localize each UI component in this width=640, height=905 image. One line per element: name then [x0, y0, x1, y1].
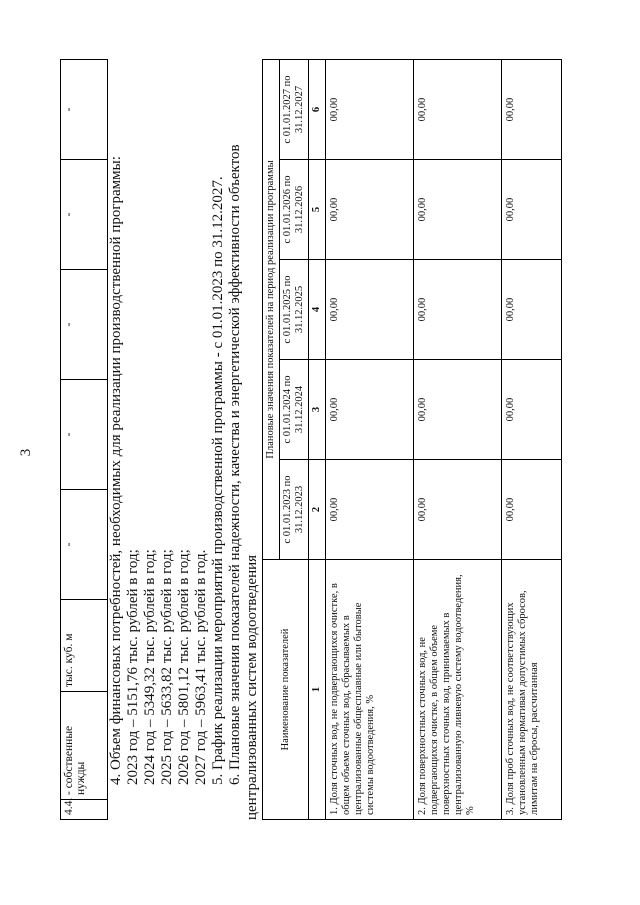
finance-line: 2023 год – 5151,76 тыс. рублей в год; [125, 549, 141, 785]
value-cell: - [61, 270, 108, 380]
column-index: 6 [309, 60, 326, 160]
period-column-header: с 01.01.2026 по 31.12.2026 [280, 160, 309, 260]
finance-line: 2027 год – 5963,41 тыс. рублей в год. [193, 549, 209, 785]
section6-heading-cont: централизованных систем водоотведения [244, 554, 260, 820]
indicator-value: 00,00 [502, 360, 562, 460]
indicator-value: 00,00 [414, 260, 502, 360]
indicator-name: 3. Доля проб сточных вод, не соответствующих установленным нормативам допустимых сбросов, лимитам на сбросы, рассчитанная [502, 560, 562, 820]
indicator-value: 00,00 [326, 460, 414, 560]
unit-cell: тыс. куб. м [61, 600, 108, 692]
indicator-name: 2. Доля поверхностных сточных вод, не подвергающихся очистке, в общем объеме поверхностных сточных вод, принимаемых в централизованную ливневую систему водоотведения, % [414, 560, 502, 820]
indicator-value: 00,00 [326, 160, 414, 260]
indicator-value: 00,00 [326, 260, 414, 360]
section6-heading: 6. Плановые значения показателей надежности, качества и энергетической эффективности объектов [227, 144, 243, 785]
period-column-header: с 01.01.2024 по 31.12.2024 [280, 360, 309, 460]
indicator-value: 00,00 [502, 260, 562, 360]
table-row [502, 60, 562, 820]
column-index: 5 [309, 160, 326, 260]
indicator-value: 00,00 [414, 60, 502, 160]
indicator-value: 00,00 [502, 60, 562, 160]
period-header: Плановые значения показателей на период реализации программы [263, 60, 280, 560]
value-cell: - [61, 380, 108, 490]
section4-heading: 4. Объем финансовых потребностей, необходимых для реализации производственной программы: [108, 156, 124, 785]
volume-table [60, 59, 108, 820]
period-column-header: с 01.01.2027 по 31.12.2027 [280, 60, 309, 160]
finance-line: 2024 год – 5349,32 тыс. рублей в год; [142, 549, 158, 785]
value-cell: - [61, 160, 108, 270]
value-cell: - [61, 60, 108, 160]
period-column-header: с 01.01.2025 по 31.12.2025 [280, 260, 309, 360]
section5-text: 5. График реализации мероприятий производственной программы - с 01.01.2023 по 31.12.2027. [210, 176, 226, 785]
table-row [326, 60, 414, 820]
page-number: 3 [18, 448, 34, 457]
indicator-value: 00,00 [502, 460, 562, 560]
column-index: 3 [309, 360, 326, 460]
table-row [61, 60, 108, 820]
plan-indicators-table [262, 59, 562, 820]
table-row [414, 60, 502, 820]
finance-line: 2026 год – 5801,12 тыс. рублей в год; [176, 549, 192, 785]
indicator-name-header: Наименование показателей [263, 560, 309, 820]
table-header-row [263, 60, 280, 820]
indicator-value: 00,00 [414, 460, 502, 560]
value-cell: - [61, 490, 108, 600]
column-index-row [309, 60, 326, 820]
indicator-value: 00,00 [414, 160, 502, 260]
indicator-value: 00,00 [502, 160, 562, 260]
indicator-value: 00,00 [414, 360, 502, 460]
column-index: 1 [309, 560, 326, 820]
indicator-value: 00,00 [326, 360, 414, 460]
indicator-name: 1. Доля сточных вод, не подвергающихся очистке, в общем объеме сточных вод, сбрасываемых в централизованные общесплавные или бытовые системы водоотведения, % [326, 560, 414, 820]
finance-line: 2025 год – 5633,82 тыс. рублей в год; [159, 549, 175, 785]
column-index: 2 [309, 460, 326, 560]
period-column-header: с 01.01.2023 по 31.12.2023 [280, 460, 309, 560]
indicator-value: 00,00 [326, 60, 414, 160]
item-name-cell: - собственные нужды [61, 692, 108, 800]
row-number-cell: 4.4. [61, 800, 108, 820]
column-index: 4 [309, 260, 326, 360]
